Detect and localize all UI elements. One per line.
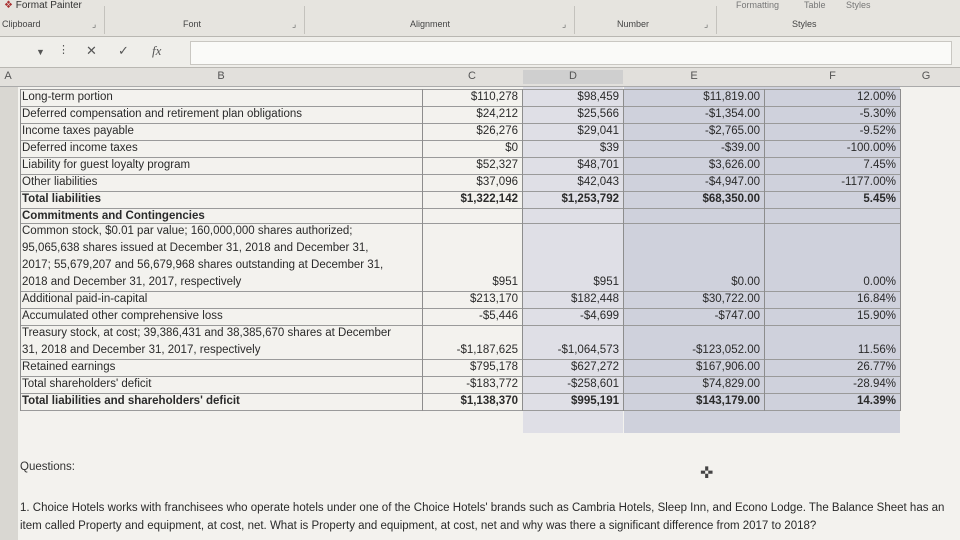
cell-percent: 14.39% xyxy=(856,395,896,407)
cell-2017: $627,272 xyxy=(571,361,619,373)
cell-change: -$2,765.00 xyxy=(705,125,760,137)
cell-2017: $995,191 xyxy=(571,395,619,407)
grid-line xyxy=(422,89,423,411)
table-row[interactable] xyxy=(18,291,900,308)
divider xyxy=(574,6,575,34)
column-header-a[interactable]: A xyxy=(4,70,12,82)
grid-line xyxy=(20,410,900,411)
table-row[interactable] xyxy=(18,106,900,123)
cell-change: -$123,052.00 xyxy=(692,344,760,356)
table-row[interactable] xyxy=(18,393,900,410)
cell-label: Treasury stock, at cost; 39,386,431 and 38,385,670 shares at December xyxy=(22,327,392,339)
cell-label: Total liabilities xyxy=(22,193,102,205)
divider xyxy=(716,6,717,34)
cell-2018: $951 xyxy=(492,276,518,288)
cell-percent: -1177.00% xyxy=(841,176,896,188)
number-group-label: Number xyxy=(617,19,650,29)
grid-line xyxy=(623,89,624,411)
table-row[interactable] xyxy=(18,359,900,376)
grid-line xyxy=(522,89,523,411)
column-header-b[interactable]: B xyxy=(217,70,225,82)
cell-change: $68,350.00 xyxy=(702,193,760,205)
cell-2018: $110,278 xyxy=(470,91,518,103)
cell-percent: 16.84% xyxy=(856,293,896,305)
cell-percent: 12.00% xyxy=(856,91,896,103)
formula-input[interactable] xyxy=(190,41,952,65)
cell-label: 31, 2018 and December 31, 2017, respectively xyxy=(22,344,261,356)
cell-label: Deferred income taxes xyxy=(22,142,138,154)
alignment-launcher-icon[interactable]: ⌟ xyxy=(562,19,567,29)
cell-2017: $29,041 xyxy=(577,125,619,137)
cell-2017: $1,253,792 xyxy=(561,193,619,205)
cell-2018: $26,276 xyxy=(476,125,518,137)
cell-label: 2018 and December 31, 2017, respectively xyxy=(22,276,242,288)
table-row[interactable] xyxy=(18,376,900,393)
cancel-icon[interactable]: ✕ xyxy=(86,43,97,58)
cell-2018: -$183,772 xyxy=(466,378,518,390)
cell-2017: $182,448 xyxy=(571,293,619,305)
table-row[interactable] xyxy=(18,140,900,157)
grid-line xyxy=(20,308,900,309)
cell-percent: -9.52% xyxy=(859,125,896,137)
divider xyxy=(304,6,305,34)
cell-percent: -5.30% xyxy=(859,108,896,120)
questions-label: Questions: xyxy=(20,461,75,473)
table-row-common-stock[interactable] xyxy=(18,223,900,291)
grid-line xyxy=(20,89,900,90)
cell-percent: -28.94% xyxy=(853,378,896,390)
name-box-dropdown-icon[interactable]: ▼ xyxy=(36,47,45,57)
cell-change: -$4,947.00 xyxy=(705,176,760,188)
cell-label: Accumulated other comprehensive loss xyxy=(22,310,223,322)
cell-2018: $0 xyxy=(505,142,518,154)
cursor-plus-icon: ✜ xyxy=(700,465,714,482)
cell-2017: $25,566 xyxy=(577,108,619,120)
styles-group-label: Styles xyxy=(792,19,817,29)
cell-label: Long-term portion xyxy=(22,91,113,103)
cell-change: $3,626.00 xyxy=(708,159,760,171)
table-row[interactable] xyxy=(18,308,900,325)
cell-2018: -$5,446 xyxy=(478,310,518,322)
table-row[interactable] xyxy=(18,89,900,106)
grid-line xyxy=(20,174,900,175)
cell-change: -$1,354.00 xyxy=(705,108,760,120)
cell-2017: -$1,064,573 xyxy=(557,344,619,356)
cell-change: -$39.00 xyxy=(720,142,760,154)
question-1-text: 1. Choice Hotels works with franchisees who operate hotels under one of the Choice Hotels' brands such as Cambria Hotels, Sleep Inn, and Econo Lodge. The Balance Sheet has an item called Property and equipment, at cost, net. What is Property and equipment, at cost, net and why was there a significant difference from 2017 to 2018? xyxy=(20,502,945,532)
cell-2018: $213,170 xyxy=(470,293,518,305)
grid-line xyxy=(20,208,900,209)
cell-2018: $52,327 xyxy=(476,159,518,171)
format-as-table-label[interactable]: Table xyxy=(804,0,826,10)
grid-line xyxy=(20,291,900,292)
grid-line xyxy=(20,359,900,360)
cell-label: Commitments and Contingencies xyxy=(22,210,205,222)
grid-line xyxy=(20,376,900,377)
cell-change: $30,722.00 xyxy=(702,293,760,305)
cell-label: Additional paid-in-capital xyxy=(22,293,148,305)
spreadsheet-grid xyxy=(18,87,960,540)
number-launcher-icon[interactable]: ⌟ xyxy=(704,19,709,29)
column-header-c[interactable]: C xyxy=(468,70,476,82)
cell-change: $167,906.00 xyxy=(696,361,760,373)
grid-line xyxy=(20,325,900,326)
grid-line xyxy=(20,123,900,124)
cell-styles-label[interactable]: Styles xyxy=(846,0,871,10)
cell-percent: 26.77% xyxy=(856,361,896,373)
format-painter-icon: ❖ xyxy=(4,0,13,11)
cell-2018: $37,096 xyxy=(476,176,518,188)
cell-label: Deferred compensation and retirement plan obligations xyxy=(22,108,302,120)
cell-2017: $951 xyxy=(593,276,619,288)
table-row[interactable] xyxy=(18,191,900,208)
cell-2018: -$1,187,625 xyxy=(456,344,518,356)
conditional-formatting-label[interactable]: Formatting xyxy=(736,0,780,10)
cell-2017: $48,701 xyxy=(577,159,619,171)
cell-2018: $1,138,370 xyxy=(460,395,518,407)
cell-2018: $795,178 xyxy=(470,361,518,373)
alignment-group-label: Alignment xyxy=(410,19,451,29)
grid-line xyxy=(20,140,900,141)
enter-icon[interactable]: ✓ xyxy=(118,43,129,58)
column-headers xyxy=(0,68,960,87)
cell-percent: 5.45% xyxy=(863,193,896,205)
cell-percent: 7.45% xyxy=(863,159,896,171)
grid-line xyxy=(20,191,900,192)
font-group-label: Font xyxy=(183,19,202,29)
cell-2017: -$4,699 xyxy=(579,310,619,322)
ribbon xyxy=(0,0,960,37)
cell-2018: $1,322,142 xyxy=(460,193,518,205)
grid-line xyxy=(20,89,21,411)
cell-percent: 0.00% xyxy=(863,276,896,288)
cell-2017: $98,459 xyxy=(577,91,619,103)
cell-label: Income taxes payable xyxy=(22,125,134,137)
cell-percent: -100.00% xyxy=(846,142,896,154)
cell-label: Total shareholders' deficit xyxy=(22,378,152,390)
cell-change: $11,819.00 xyxy=(703,91,760,103)
cell-2018: $24,212 xyxy=(476,108,518,120)
clipboard-launcher-icon[interactable]: ⌟ xyxy=(92,19,97,29)
cell-change: -$747.00 xyxy=(714,310,760,322)
cell-label: 95,065,638 shares issued at December 31, 2018 and December 31, xyxy=(22,242,369,254)
more-icon: ⋮ xyxy=(58,44,69,56)
cell-label: Liability for guest loyalty program xyxy=(22,159,191,171)
cell-percent: 11.56% xyxy=(857,344,896,356)
table-row[interactable] xyxy=(18,157,900,174)
formula-bar xyxy=(0,37,960,68)
divider xyxy=(104,6,105,34)
column-header-e[interactable]: E xyxy=(690,70,698,82)
column-header-d[interactable]: D xyxy=(523,70,623,84)
cell-percent: 15.90% xyxy=(856,310,896,322)
grid-line xyxy=(900,89,901,411)
cell-label: Retained earnings xyxy=(22,361,116,373)
font-launcher-icon[interactable]: ⌟ xyxy=(292,19,297,29)
clipboard-group-label: Clipboard xyxy=(2,19,41,29)
grid-line xyxy=(764,89,765,411)
cell-change: $143,179.00 xyxy=(696,395,760,407)
cell-2017: $42,043 xyxy=(577,176,619,188)
table-row[interactable] xyxy=(18,174,900,191)
cell-change: $74,829.00 xyxy=(702,378,760,390)
cell-label: Total liabilities and shareholders' deficit xyxy=(22,395,240,407)
cell-2017: -$258,601 xyxy=(567,378,619,390)
column-header-g[interactable]: G xyxy=(921,70,931,82)
table-row[interactable] xyxy=(18,123,900,140)
table-row-treasury[interactable] xyxy=(18,325,900,359)
cell-label: 2017; 55,679,207 and 56,679,968 shares outstanding at December 31, xyxy=(22,259,384,271)
cell-change: $0.00 xyxy=(731,276,760,288)
cell-2017: $39 xyxy=(599,142,619,154)
format-painter-button[interactable]: ❖ Format Painter xyxy=(4,0,82,11)
grid-line xyxy=(20,106,900,107)
cell-label: Common stock, $0.01 par value; 160,000,000 shares authorized; xyxy=(22,225,353,237)
grid-line xyxy=(20,223,900,224)
column-header-f[interactable]: F xyxy=(829,70,836,82)
insert-function-icon[interactable]: fx xyxy=(152,43,162,58)
cell-label: Other liabilities xyxy=(22,176,98,188)
grid-line xyxy=(20,393,900,394)
grid-line xyxy=(20,157,900,158)
